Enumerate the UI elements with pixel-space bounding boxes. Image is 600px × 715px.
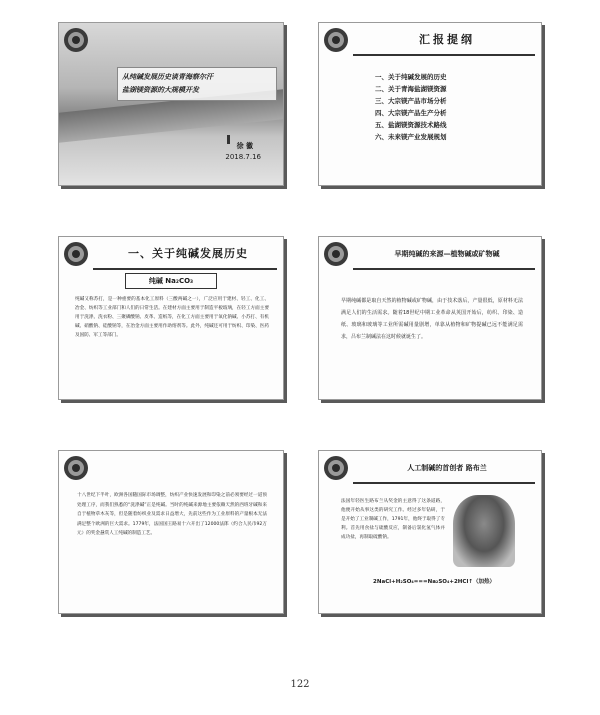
outline-item: 三、大宗镁产品市场分析: [375, 97, 447, 105]
page-number: 122: [290, 679, 310, 690]
slide-body: 早期纯碱都是取自天然的植物碱或矿物碱，由于技术落后，产量很低，原材料无法满足人们的生活需求。随着18世纪中期工业革命从英国开始后，纺织、印染、造纸、玻璃和玻璃等工业所需碱用量剧增，单靠从植物和矿物提碱已远不能满足需求，吕布兰制碱法在这时候就诞生了。: [341, 298, 523, 340]
cover-title-line2: 盐湖镁资源的大规模开发: [122, 86, 199, 94]
chemical-equation: 2NaCl+H₂SO₄===Na₂SO₄+2HCl↑（加热）: [373, 579, 495, 585]
cover-date: 2018.7.16: [225, 153, 261, 161]
outline-item: 二、关于青海盐湖镁资源: [375, 85, 447, 93]
slide-body: 法国年轻医生路布兰从奖金的主意得了这条道路，他便开始从事这类的研究工作。经过多年钻研，于是开始了工业制碱工作，1791年，他终于取得了专利。首先用食盐与硫酸反应，制备后氯化氢气体并成功盐，再制取硫酸钠。: [341, 499, 445, 540]
slide-title: 人工制碱的首创者 路布兰: [407, 464, 487, 472]
cover-title-line1: 从纯碱发展历史谈青海察尔汗: [122, 73, 213, 81]
slide-cover: [58, 22, 284, 186]
outline-item: 六、未来镁产业发展规划: [375, 133, 447, 141]
leblanc-portrait: [453, 495, 515, 567]
outline-item: 一、关于纯碱发展的历史: [375, 73, 447, 81]
emblem-icon: [323, 27, 349, 53]
slide-early-soda: [318, 236, 542, 400]
emblem-icon: [323, 241, 349, 267]
header-line: [93, 268, 277, 270]
slide-industrial-need: [58, 450, 284, 614]
cover-author: 徐 徽: [236, 142, 253, 150]
slide-leblanc: [318, 450, 542, 614]
emblem-icon: [63, 241, 89, 267]
outline-title: 汇报提纲: [419, 33, 475, 46]
emblem-icon: [63, 455, 89, 481]
slide-outline: [318, 22, 542, 186]
slide-body: 纯碱又称苏打，是一种重要的基本化工原料（三酸两碱之一），广泛应用于建材、轻工、化工、冶金、纺织等工业部门和人们的日常生活。在建材方面主要用于制造平板玻璃，在轻工方面主要用于洗涤、洗衣粉、三聚磷酸钠、皮革、造纸等，在化工方面主要用于氧化钠碱、小苏打、有机碱、硝酸钠、硅酸钠等，在冶金方面主要用作助熔剂等。此外，纯碱还可用于纺织、印染、医药及国防、军工等部门。: [75, 297, 269, 338]
slide-title: 一、关于纯碱发展历史: [128, 247, 248, 260]
formula-box: 纯碱 Na₂CO₃: [125, 273, 217, 289]
slide-soda-history: [58, 236, 284, 400]
outline-list: [375, 71, 447, 143]
emblem-icon: [323, 455, 349, 481]
person-figure: [227, 135, 230, 144]
outline-item: 五、盐湖镁资源技术路线: [375, 121, 447, 129]
slide-body: 十八世纪下半叶，欧洲各国随国际市场调整，纺织产业快速发展和印染之前必须要经过一道预处理工序，而我们熟悉的“洗涤碱”正是纯碱。当时的纯碱来源地主要依赖天然的西班牙碱和来自于植物草木灰等，但是随着纺织业及需求日益增大，先前这些作为工业原料的产量根本无法满足整个欧洲的巨大需求。1779年，法国国王路易十六开出了12000法郎（约合人民币92万元）的奖金悬赏人工纯碱的制造工艺。: [77, 493, 267, 536]
header-line: [353, 268, 535, 270]
outline-item: 四、大宗镁产品生产分析: [375, 109, 447, 117]
header-line: [353, 482, 535, 484]
cover-title-box: [117, 67, 277, 101]
header-line: [353, 54, 535, 56]
emblem-icon: [63, 27, 89, 53]
slide-title: 早期纯碱的来源—植物碱或矿物碱: [394, 250, 500, 258]
